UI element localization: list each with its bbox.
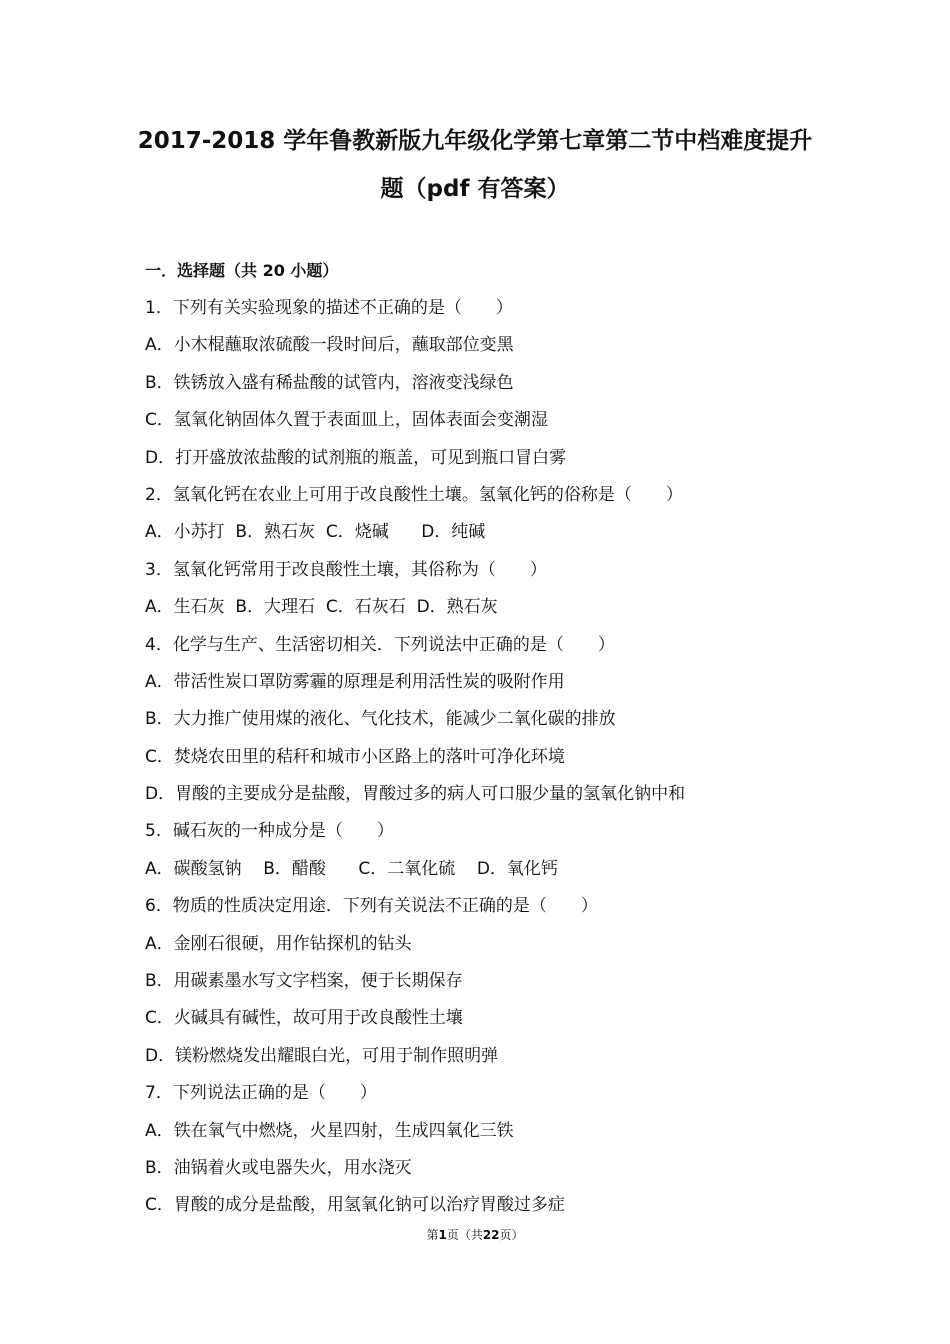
option-line: D．镁粉燃烧发出耀眼白光，可用于制作照明弹 — [145, 1045, 499, 1066]
option-line: A．生石灰 B．大理石 C．石灰石 D．熟石灰 — [145, 597, 498, 618]
option-line: D．胃酸的主要成分是盐酸，胃酸过多的病人可口服少量的氢氧化钠中和 — [145, 784, 686, 805]
option-line: A．铁在氧气中燃烧，火星四射，生成四氧化三铁 — [145, 1120, 514, 1141]
option-line: B．大力推广使用煤的液化、气化技术，能减少二氧化碳的排放 — [145, 709, 616, 730]
question-line: 4．化学与生产、生活密切相关．下列说法中正确的是（ ） — [145, 634, 615, 655]
question-list — [145, 296, 845, 1231]
question-line: 3．氢氧化钙常用于改良酸性土壤，其俗称为（ ） — [145, 559, 547, 580]
option-line: A．金刚石很硬，用作钻探机的钻头 — [145, 933, 412, 954]
question-line: 1．下列有关实验现象的描述不正确的是（ ） — [145, 298, 513, 318]
option-line: C．胃酸的成分是盐酸，用氢氧化钠可以治疗胃酸过多症 — [145, 1195, 565, 1216]
option-line: A．碳酸氢钠 B．醋酸 C．二氧化硫 D．氧化钙 — [145, 858, 558, 879]
document-title-line-2: 题（pdf 有答案） — [380, 176, 570, 202]
option-line: C．火碱具有碱性，故可用于改良酸性土壤 — [145, 1008, 463, 1029]
question-line: 5．碱石灰的一种成分是（ ） — [145, 821, 394, 842]
footer-prefix: 第 — [426, 1228, 439, 1242]
footer-suffix: 页） — [499, 1228, 524, 1242]
footer-page-number: 1 — [438, 1228, 447, 1242]
option-line: A．带活性炭口罩防雾霾的原理是利用活性炭的吸附作用 — [145, 671, 565, 692]
option-line: B．用碳素墨水写文字档案，便于长期保存 — [145, 971, 463, 992]
footer-middle: 页（共 — [446, 1228, 483, 1242]
option-line: D．打开盛放浓盐酸的试剂瓶的瓶盖，可见到瓶口冒白雾 — [145, 447, 567, 468]
document-title-line-1: 2017-2018 学年鲁教新版九年级化学第七章第二节中档难度提升 — [137, 128, 813, 154]
option-line: B．油锅着火或电器失火，用水浇灭 — [145, 1157, 412, 1178]
option-line: A．小苏打 B．熟石灰 C．烧碱 D．纯碱 — [145, 522, 486, 543]
option-line: A．小木棍蘸取浓硫酸一段时间后，蘸取部位变黑 — [145, 335, 514, 356]
option-line: B．铁锈放入盛有稀盐酸的试管内，溶液变浅绿色 — [145, 372, 514, 393]
section-heading: 一．选择题（共 20 小题） — [145, 261, 339, 280]
question-line: 7．下列说法正确的是（ ） — [145, 1083, 377, 1104]
footer-total-pages: 22 — [482, 1228, 500, 1242]
question-line: 6．物质的性质决定用途．下列有关说法不正确的是（ ） — [145, 896, 598, 917]
question-line: 2．氢氧化钙在农业上可用于改良酸性土壤。氢氧化钙的俗称是（ ） — [145, 484, 683, 505]
option-line: C．氢氧化钠固体久置于表面皿上，固体表面会变潮湿 — [145, 410, 548, 431]
option-line: C．焚烧农田里的秸秆和城市小区路上的落叶可净化环境 — [145, 746, 565, 767]
page-footer — [0, 1226, 950, 1244]
